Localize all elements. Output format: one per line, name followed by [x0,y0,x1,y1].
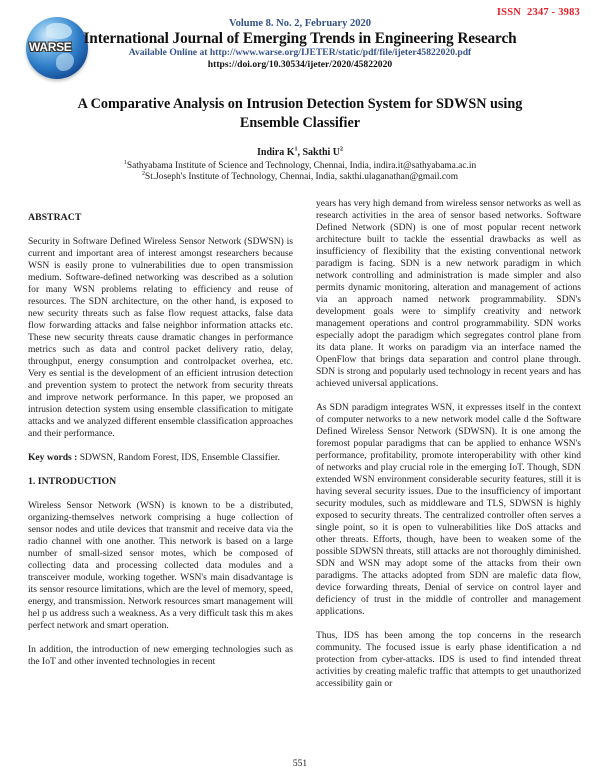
volume-info: Volume 8. No. 2, February 2020 [229,18,371,29]
journal-header [0,17,600,71]
affiliation-text: St.Joseph's Institute of Technology, Chennai, India, sakthi.ulaganathan@gmail.com [145,172,458,182]
intro-paragraph-2: In addition, the introduction of new emerging technologies such as the IoT and other invented technologies in recent [28,644,293,667]
left-column [28,212,293,680]
affiliation-text: Sathyabama Institute of Science and Technology, Chennai, India, indira.it@sathyabama.ac.in [126,161,477,171]
paper-title-line-1: A Comparative Analysis on Intrusion Detection System for SDWSN using [77,96,523,112]
author-sup: 2 [340,146,344,153]
author-sup: 1 [294,146,298,153]
author-name: Indira K [256,147,295,158]
abstract-heading: ABSTRACT [28,212,82,223]
authors [0,146,600,159]
doi-link[interactable]: https://doi.org/10.30534/ijeter/2020/45822020 [207,59,393,70]
right-column [316,198,581,702]
issn-number: 2347 - 3983 [527,7,580,18]
body-paragraph-3: Thus, IDS has been among the top concerns in the research community. The focused issue is early phase identification a nd protection from cyber-attacks. IDS is used to find intended threat activities by creating malefic traffic that attempts to get unauthorized accessibility gain or [316,630,581,689]
affiliation-sup: 1 [123,159,127,166]
author-name: Sakthi U [302,147,341,158]
body-paragraph-2: As SDN paradigm integrates WSN, it expresses itself in the context of computer networks to a new network model calle d the Software Defined Wireless Sensor Network (SDWSN). It is one among the foremost popular paradigms that can be applied to enhance WSN's performance, profitability, promote interoperability with other kind of networks and play crucial role in the emerging IoT. Though, SDN extended WSN environment considerable security features, still it is having several security issues. Due to the insufficiency of important security modules, such as middleware and TLS, SDWSN is highly exposed to security threats. The centralized controller often serves a single point, so it is open to vulnerabilities like DoS attacks and other threats. Efforts, though, have been to weaken some of the possible SDWSN threats, still attacks are not thoroughly diminished. SDN and WSN may adopt some of the attacks from their own paradigms. The attacks adopted from SDN are malefic data flow, device forwarding threats, Denial of service on control layer and deficiency of trust in the middle of controller and management applications. [316,402,581,617]
issn-label: ISSN [496,7,522,18]
logo-text: WARSE [29,40,72,54]
keywords-text: SDWSN, Random Forest, IDS, Ensemble Classifier. [77,452,280,463]
paper-title-line-2: Ensemble Classifier [239,115,361,131]
available-online-link[interactable]: Available Online at http://www.warse.org/IJETER/static/pdf/file/ijeter45822020.pdf [128,47,472,58]
page-number: 551 [292,759,308,769]
keywords [28,452,293,464]
affiliation-sup: 2 [142,170,145,177]
affiliation-2 [0,172,600,183]
paper-title [0,95,600,133]
abstract-text: Security in Software Defined Wireless Sensor Network (SDWSN) is current and important area of interest amongst researchers because WSN is easily prone to vulnerabilities due to open transmission medium. Software-defined networking was described as a solution for many WSN problems relating to efficiency and reuse of resources. The SDN architecture, on the other hand, is exposed to new security threats such as false flow request attacks, false data flow forwarding attacks and false neighbor information attacks etc. These new security threats cause dramatic changes in performance metrics such as data and control packet delivery ratio, delay, throughput, energy consumption and controlpacket overhea, etc. Very es sential is the development of an efficient intrusion detection and prevention system to protect the network from security threats and improve network performance. In this paper, we proposed an intrusion detection system using ensemble classification to mitigate attacks and we analyzed different ensemble classification approaches and their performance. [28,236,293,439]
journal-title: International Journal of Emerging Trends in Engineering Research [83,30,517,47]
body-paragraph-1: years has very high demand from wireless sensor networks as well as research activities in the area of sensor based networks. Software Defined Network (SDN) is one of most popular recent network architecture built to tackle the essential drawbacks as well as insufficiency of flexibility that the existing conventional network paradigm is facing. SDN is a new network paradigm in which network controlling and administration is made simpler and also permits dynamic monitoring, alteration and management of actions via an approach named network programmability. SDN's development goals were to simplify creativity and network management operations and control programmability. SDN works especially adopt the paradigm which segregates control plane from its data plane. It works on paradigm via an interface named the OpenFlow that brings data separation and control plane through. SDN is strong and popularly used technology in recent years and has achieved universal applications. [316,198,581,389]
author-separator: , [297,147,303,158]
introduction-heading: 1. INTRODUCTION [28,476,117,487]
affiliation-1 [0,161,600,172]
intro-paragraph-1: Wireless Sensor Network (WSN) is known to be a distributed, organizing-themselves network comprising a huge collection of sensor nodes and utile devices that transmit and receive data via the radio channel with one another. This network is based on a large number of small-sized sensor motes, which be composed of collecting data and processing collected data modules and a transceiver module, working together. WSN's main disadvantage is its sensor resource limitations, which are the level of memory, speed, energy, and transmission. Network resources smart management will hel p us address such a weakness. As a very difficult task this m akes perfect network and smart operation. [28,500,293,631]
keywords-label: Key words : [28,452,78,463]
